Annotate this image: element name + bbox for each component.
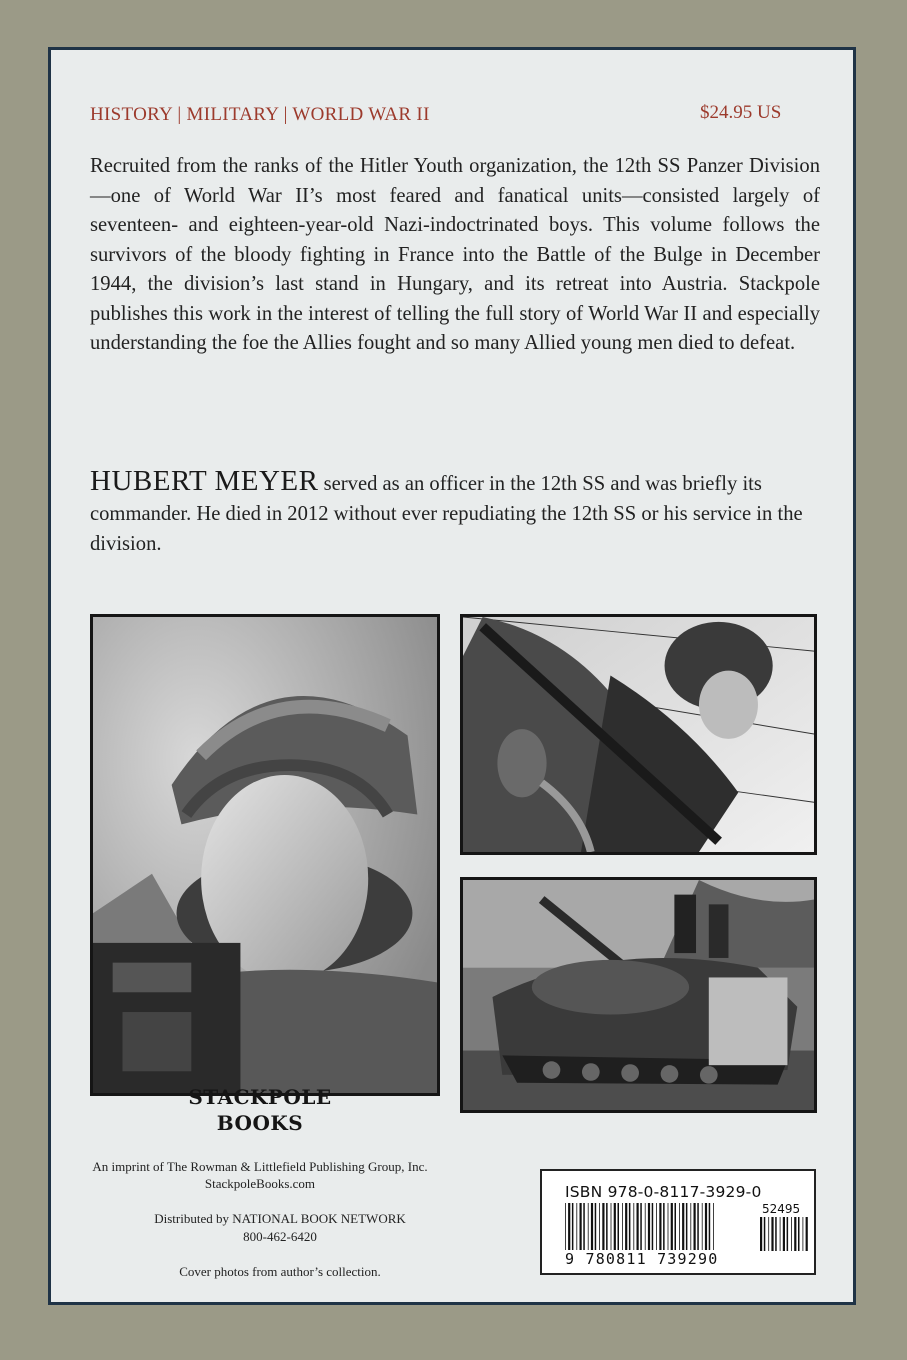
distributor-phone: 800-462-6420 (243, 1229, 317, 1244)
publisher-website: StackpoleBooks.com (204, 1176, 316, 1191)
publisher-logo-line1: STACKPOLE (188, 1085, 332, 1109)
barcode-bar (775, 1217, 777, 1251)
barcode-bar (652, 1203, 654, 1250)
price-label: $24.95 US (700, 102, 782, 123)
barcode-bar (713, 1203, 714, 1250)
distributor-text: Distributed by NATIONAL BOOK NETWORK (154, 1211, 406, 1226)
barcode-bar (580, 1203, 582, 1250)
category-line: HISTORY | MILITARY | WORLD WAR II (90, 104, 430, 125)
barcode-bar (798, 1217, 800, 1251)
barcode-bar (614, 1203, 616, 1250)
barcode-bar (697, 1203, 699, 1250)
photo-machine-gunner (460, 614, 817, 855)
barcode-price-code: 52495 (762, 1202, 801, 1216)
barcode-bar (671, 1203, 673, 1250)
barcode-bar (572, 1203, 574, 1250)
barcode-bar (794, 1217, 796, 1251)
barcode-bar (663, 1203, 665, 1250)
barcode-bar (583, 1203, 585, 1250)
barcode-bar (760, 1217, 762, 1251)
barcode-bar (640, 1203, 642, 1250)
book-description: Recruited from the ranks of the Hitler Youth organization, the 12th SS Panzer Division—one of World War II’s most feared and fanatical units—consisted largely of seventeen- and eighteen-year-old Nazi-indoctrinated boys. This volume follows the survivors of the bloody fighting in France into the Battle of the Bulge in December 1944, the division’s last stand in Hungary, and its retreat into Austria. Stackpole publishes this work in the interest of telling the full story of World War II and especially understanding the foe the Allies fought and so many Allied young men died to defeat. (90, 155, 820, 354)
barcode-bar (694, 1203, 696, 1250)
barcode-bar (606, 1203, 608, 1250)
barcode-bar (599, 1203, 600, 1250)
imprint-text: An imprint of The Rowman & Littlefield Publishing Group, Inc. (92, 1159, 428, 1174)
isbn-number: ISBN 978-0-8117-3929-0 (565, 1183, 762, 1201)
barcode-bar (690, 1203, 691, 1250)
barcode-bar (705, 1203, 707, 1250)
barcode-bar (806, 1217, 808, 1251)
publisher-logo-line2: BOOKS (216, 1111, 304, 1135)
barcode-bar (625, 1203, 627, 1250)
ean-barcode (565, 1203, 715, 1250)
barcode-bar (591, 1203, 593, 1250)
barcode-bar (629, 1203, 631, 1250)
barcode-bar (565, 1203, 566, 1250)
barcode-bar (622, 1203, 623, 1250)
barcode-bar (602, 1203, 604, 1250)
barcode-bar (648, 1203, 650, 1250)
barcode-bar (633, 1203, 634, 1250)
photo-credit: Cover photos from author’s collection. (179, 1264, 381, 1279)
barcode-bar (637, 1203, 639, 1250)
barcode-bar (791, 1217, 792, 1251)
barcode-bar (803, 1217, 804, 1251)
barcode-bar (668, 1203, 669, 1250)
barcode-bar (783, 1217, 785, 1251)
barcode-bar (588, 1203, 589, 1250)
barcode-bar (611, 1203, 612, 1250)
barcode-bar (645, 1203, 646, 1250)
publisher-logo (160, 1084, 360, 1136)
barcode-bar (576, 1203, 577, 1250)
barcode-bar (595, 1203, 597, 1250)
barcode-bar (787, 1217, 789, 1251)
photo-tank (460, 877, 817, 1113)
barcode-bar (568, 1203, 570, 1250)
barcode-bar (768, 1217, 769, 1251)
barcode-bar (686, 1203, 688, 1250)
barcode-bar (702, 1203, 703, 1250)
photo-soldier-portrait (90, 614, 440, 1096)
author-bio (90, 466, 820, 559)
barcode-bar (780, 1217, 781, 1251)
barcode-bar (675, 1203, 677, 1250)
barcode-bar (709, 1203, 711, 1250)
ean-digits: 9 780811 739290 (565, 1250, 719, 1268)
barcode-bar (771, 1217, 773, 1251)
barcode-bar (764, 1217, 766, 1251)
author-name: HUBERT MEYER (90, 465, 319, 497)
barcode-bar (679, 1203, 680, 1250)
barcode-bar (682, 1203, 684, 1250)
author-bio-text: served as an officer in the 12th SS and was briefly its commander. He died in 2012 without ever repudiating the 12th SS or his service in the division. (90, 473, 803, 555)
barcode-bar (656, 1203, 657, 1250)
addon-barcode (760, 1217, 808, 1251)
barcode-bar (618, 1203, 620, 1250)
barcode-bar (659, 1203, 661, 1250)
